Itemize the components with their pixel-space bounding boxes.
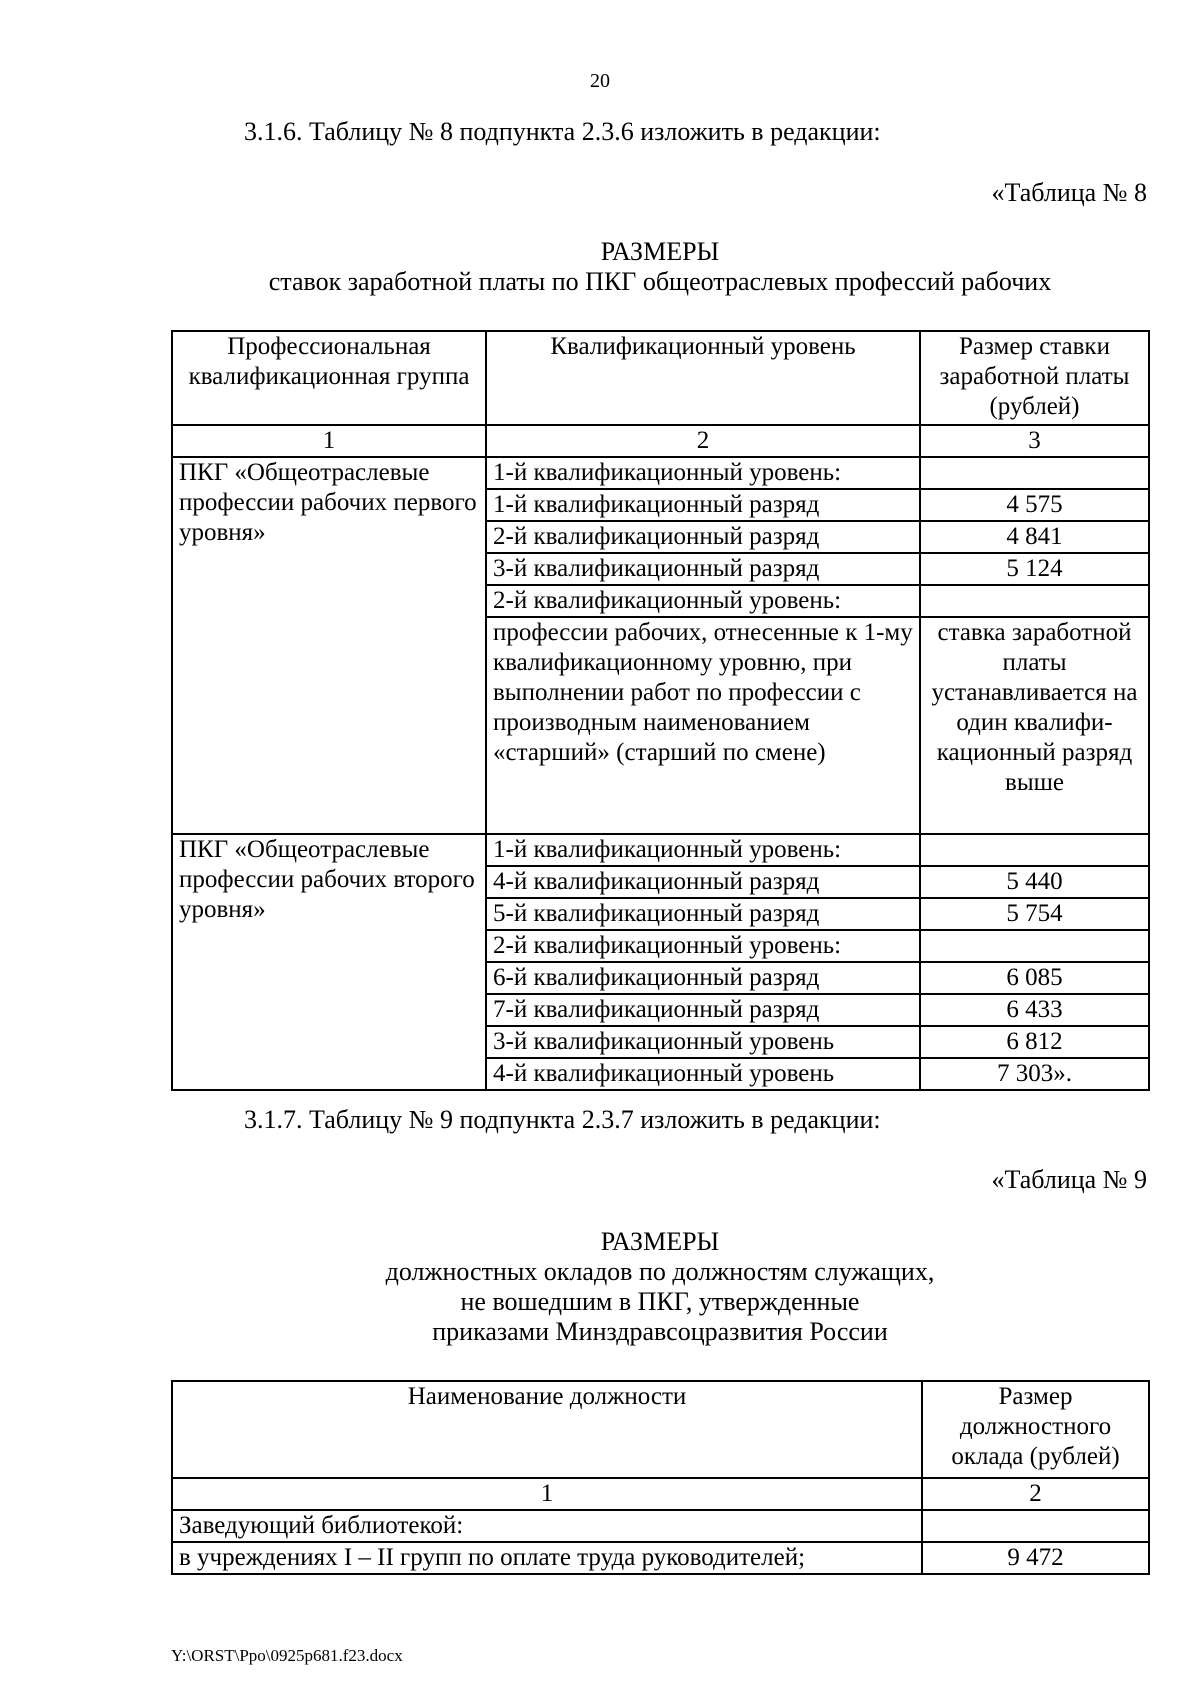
table8-value: 5 124 [920, 553, 1149, 585]
table8-colnum: 2 [486, 425, 920, 457]
table8-value: 6 812 [920, 1026, 1149, 1058]
table8-level: 6-й квалификационный разряд [486, 962, 920, 994]
table8-value: 4 841 [920, 521, 1149, 553]
table8-value [920, 834, 1149, 866]
table8-value: 4 575 [920, 489, 1149, 521]
table8-level: профессии рабочих, отнесенные к 1-му квалификационному уровню, при выполнении работ по профессии с производным наименованием «старший» (старший по смене) [486, 617, 920, 834]
table8-value [920, 457, 1149, 489]
table8-value [920, 585, 1149, 617]
table8-value: ставка заработной платы устанавливается на один квалифи-кационный разряд выше [920, 617, 1149, 834]
table8-level: 5-й квалификационный разряд [486, 898, 920, 930]
table9-header-salary: Размер должностного оклада (рублей) [922, 1381, 1149, 1478]
table9-subtitle-line: должностных окладов по должностям служащих, [385, 1257, 935, 1286]
page-number: 20 [590, 70, 610, 92]
table8-header-level: Квалификационный уровень [486, 331, 920, 425]
table8-level: 3-й квалификационный уровень [486, 1026, 920, 1058]
table8-label: «Таблица № 8 [991, 178, 1147, 207]
table8-title: РАЗМЕРЫ [600, 237, 720, 266]
table9-colnum: 1 [172, 1478, 922, 1510]
table8-colnum: 3 [920, 425, 1149, 457]
table9 [171, 1380, 1150, 1575]
table8-level: 3-й квалификационный разряд [486, 553, 920, 585]
table9-position: в учреждениях I – II групп по оплате труда руководителей; [172, 1542, 922, 1574]
table9-value: 9 472 [922, 1542, 1149, 1574]
table8-group-name: ПКГ «Общеотраслевые профессии рабочих второго уровня» [172, 834, 486, 1090]
table8-header-rate: Размер ставки заработной платы (рублей) [920, 331, 1149, 425]
table9-title: РАЗМЕРЫ [600, 1227, 720, 1256]
table9-value [922, 1510, 1149, 1542]
table8-group-name: ПКГ «Общеотраслевые профессии рабочих первого уровня» [172, 457, 486, 834]
table8-level: 1-й квалификационный уровень: [486, 457, 920, 489]
section1-instruction: 3.1.6. Таблицу № 8 подпункта 2.3.6 изложить в редакции: [244, 117, 881, 146]
table8-level: 1-й квалификационный разряд [486, 489, 920, 521]
table8 [171, 330, 1150, 1091]
footer-filepath: Y:\ORST\Ppo\0925p681.f23.docx [171, 1646, 403, 1665]
table9-subtitle-line: не вошедшим в ПКГ, утвержденные [460, 1287, 860, 1316]
table8-level: 4-й квалификационный разряд [486, 866, 920, 898]
table8-level: 2-й квалификационный уровень: [486, 930, 920, 962]
table8-value: 6 085 [920, 962, 1149, 994]
table8-subtitle: ставок заработной платы по ПКГ общеотраслевых профессий рабочих [268, 267, 1052, 296]
table8-level: 7-й квалификационный разряд [486, 994, 920, 1026]
table8-header-group: Профессиональная квалификационная группа [172, 331, 486, 425]
table8-level: 4-й квалификационный уровень [486, 1058, 920, 1090]
table8-value: 6 433 [920, 994, 1149, 1026]
section2-instruction: 3.1.7. Таблицу № 9 подпункта 2.3.7 изложить в редакции: [244, 1105, 881, 1134]
table9-label: «Таблица № 9 [991, 1165, 1147, 1194]
table8-level: 2-й квалификационный разряд [486, 521, 920, 553]
table8-level: 2-й квалификационный уровень: [486, 585, 920, 617]
table8-value: 5 754 [920, 898, 1149, 930]
table8-value: 5 440 [920, 866, 1149, 898]
table8-value [920, 930, 1149, 962]
table8-value: 7 303». [920, 1058, 1149, 1090]
table8-level: 1-й квалификационный уровень: [486, 834, 920, 866]
table9-subtitle-line: приказами Минздравсоцразвития России [432, 1317, 888, 1346]
table9-position: Заведующий библиотекой: [172, 1510, 922, 1542]
table9-colnum: 2 [922, 1478, 1149, 1510]
table8-colnum: 1 [172, 425, 486, 457]
table9-header-position: Наименование должности [172, 1381, 922, 1478]
